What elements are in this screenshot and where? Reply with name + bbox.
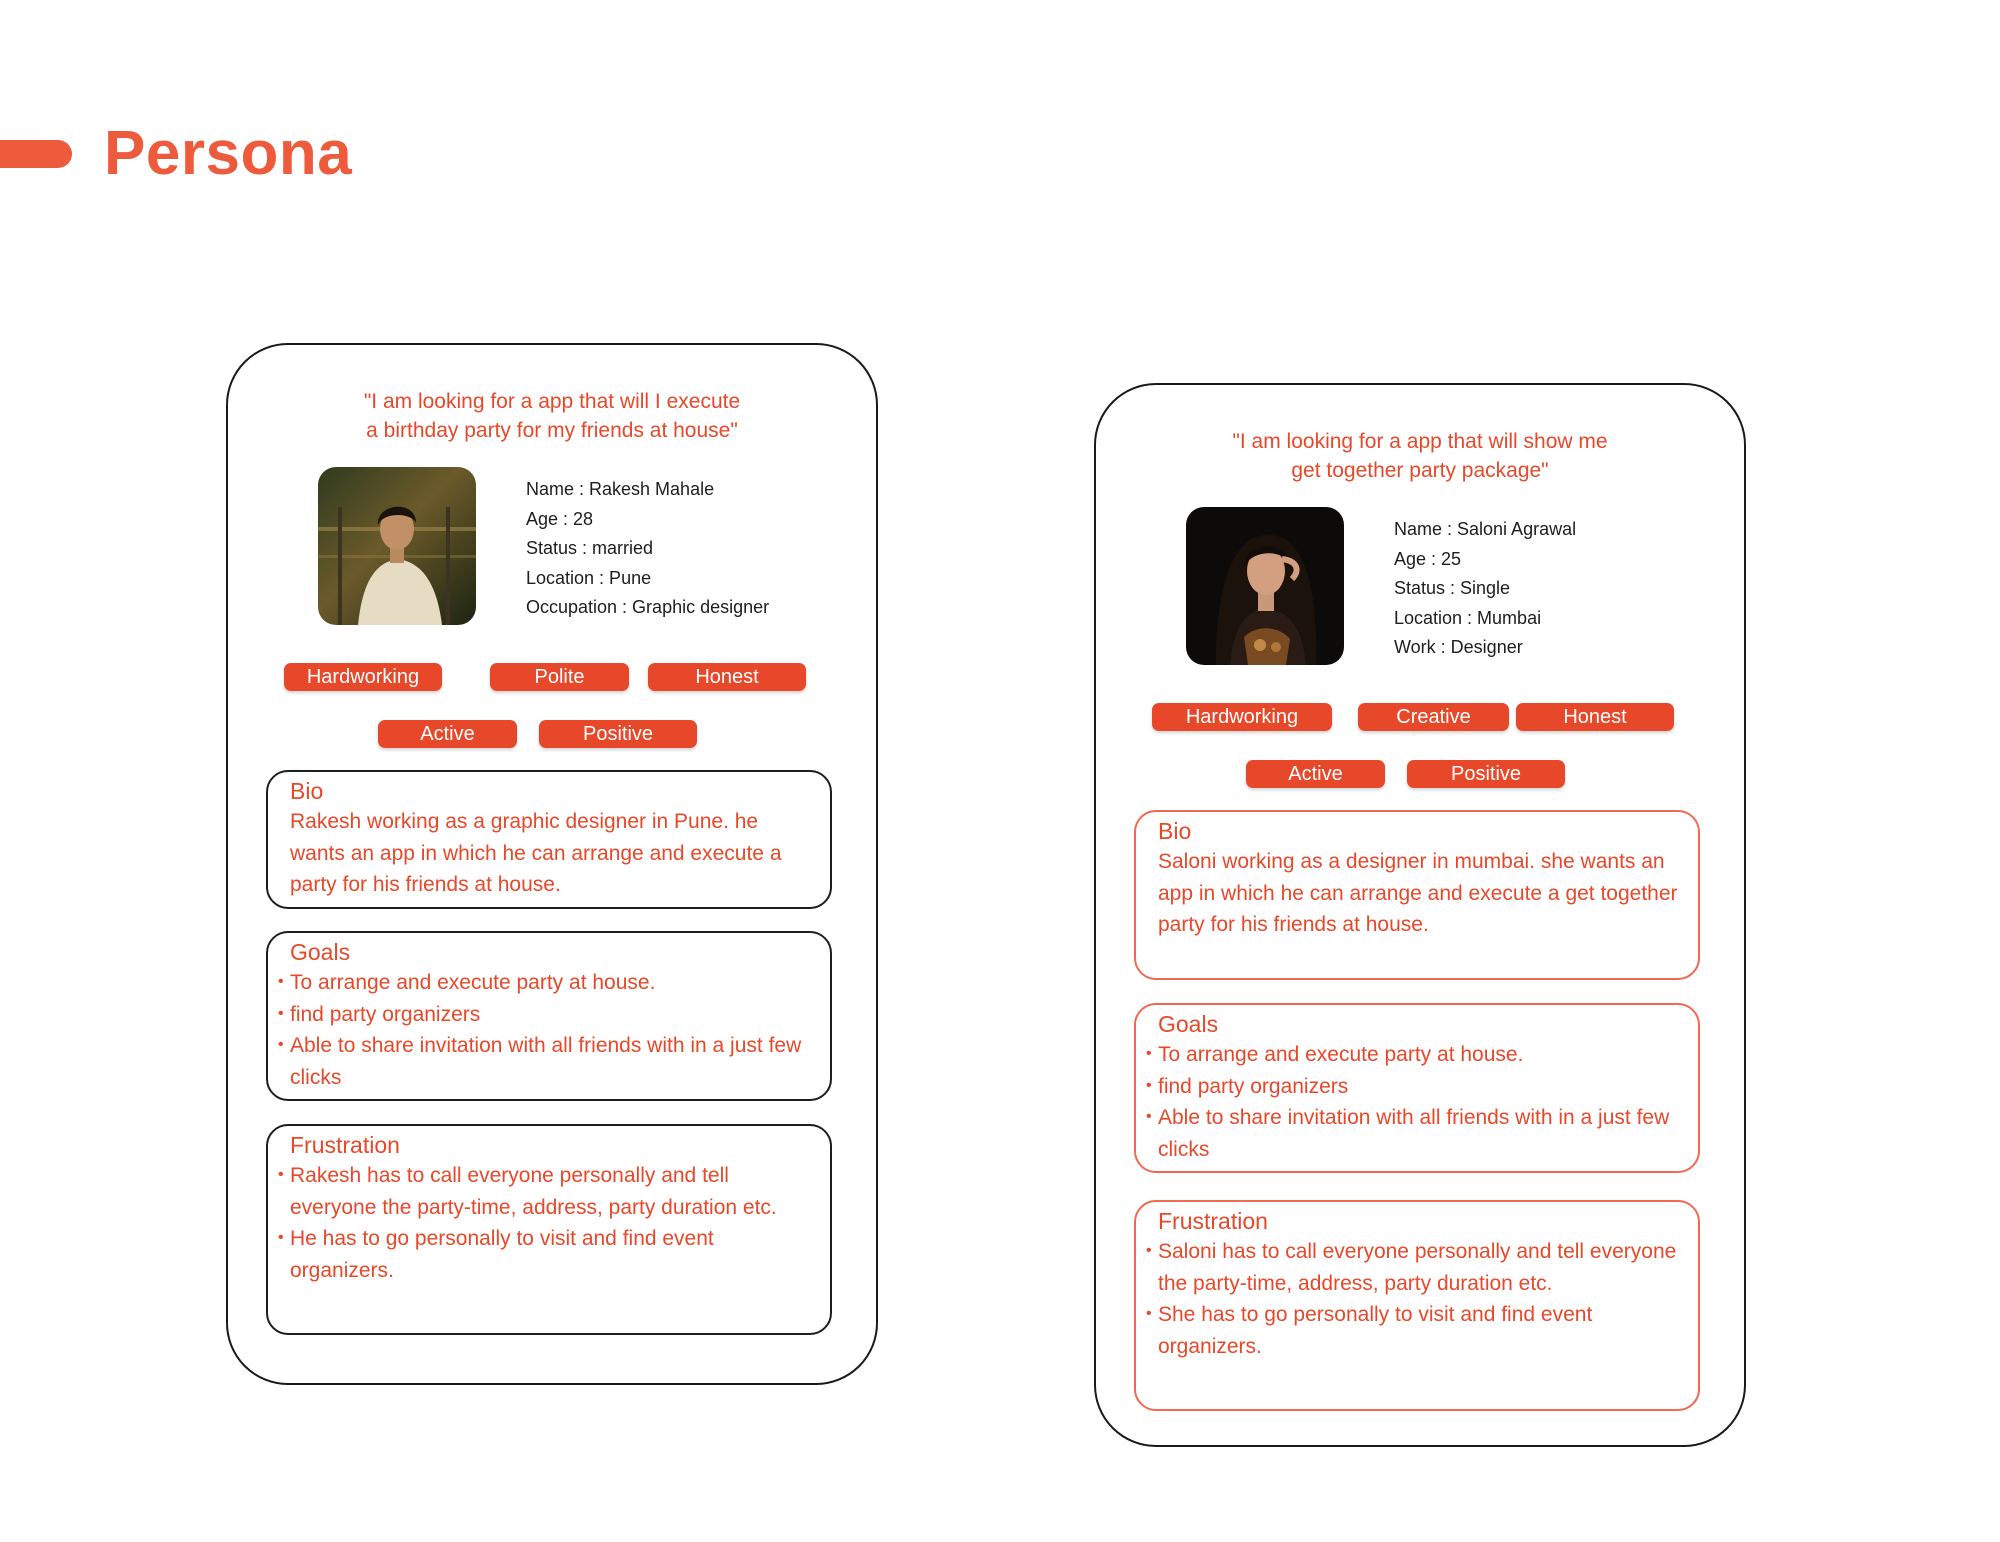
info-status: Status : Single xyxy=(1394,578,1511,598)
frustration-list xyxy=(1158,1236,1698,1362)
trait-tags-row-1 xyxy=(1096,703,1744,733)
avatar-photo xyxy=(1186,507,1344,665)
info-occupation: Occupation : Graphic designer xyxy=(526,597,770,617)
avatar-photo xyxy=(318,467,476,625)
goal-item: • To arrange and execute party at house. xyxy=(290,967,812,999)
info-location: Location : Mumbai xyxy=(1394,607,1542,628)
tag-polite: Polite xyxy=(490,663,629,691)
info-age: Age : 25 xyxy=(1394,548,1462,569)
tag-hardworking: Hardworking xyxy=(284,663,442,691)
bio-section xyxy=(266,770,832,909)
persona-info xyxy=(526,475,769,623)
tag-honest: Honest xyxy=(648,663,806,691)
info-work: Work : Designer xyxy=(1394,637,1523,657)
frustration-title: Frustration xyxy=(1158,1208,1268,1234)
tag-active: Active xyxy=(378,720,517,748)
title-accent-bar xyxy=(0,140,72,168)
goals-section xyxy=(1134,1003,1700,1173)
trait-tags-row-2 xyxy=(228,720,876,750)
frustration-title: Frustration xyxy=(290,1132,400,1158)
tag-positive: Positive xyxy=(1407,760,1565,788)
goals-title: Goals xyxy=(290,939,351,965)
bio-section xyxy=(1134,810,1700,980)
goal-item: • find party organizers xyxy=(290,999,812,1031)
tag-creative: Creative xyxy=(1358,703,1509,731)
frustration-item: • She has to go personally to visit and find event organizers. xyxy=(1158,1299,1680,1362)
frustration-section xyxy=(266,1124,832,1335)
persona-quote: "I am looking for a app that will show me get together party package" xyxy=(1232,430,1608,482)
goals-section xyxy=(266,931,832,1101)
frustration-item: • Saloni has to call everyone personally and tell everyone the party-time, address, party duration etc. xyxy=(1158,1236,1680,1299)
tag-hardworking: Hardworking xyxy=(1152,703,1332,731)
persona-card-saloni xyxy=(1094,383,1746,1447)
bio-text: Rakesh working as a graphic designer in Pune. he wants an app in which he can arrange and execute a party for his friends at house. xyxy=(290,810,782,896)
frustration-item: • Rakesh has to call everyone personally and tell everyone the party-time, address, party duration etc. xyxy=(290,1160,812,1223)
goals-title: Goals xyxy=(1158,1011,1219,1037)
tag-honest: Honest xyxy=(1516,703,1674,731)
persona-quote: "I am looking for a app that will I execute a birthday party for my friends at house" xyxy=(363,390,741,442)
frustration-section xyxy=(1134,1200,1700,1411)
goal-item: • To arrange and execute party at house. xyxy=(1158,1039,1680,1071)
info-name: Name : Saloni Agrawal xyxy=(1394,519,1577,539)
persona-card-rakesh xyxy=(226,343,878,1385)
frustration-list xyxy=(290,1160,830,1286)
trait-tags-row-1 xyxy=(228,663,876,693)
persona-info xyxy=(1394,515,1576,663)
info-name: Name : Rakesh Mahale xyxy=(526,479,715,499)
bio-title: Bio xyxy=(1158,818,1192,844)
trait-tags-row-2 xyxy=(1096,760,1744,790)
goal-item: • find party organizers xyxy=(1158,1071,1680,1103)
goals-list xyxy=(1158,1039,1698,1165)
bio-text: Saloni working as a designer in mumbai. she wants an app in which he can arrange and execute a get together party for his friends at house. xyxy=(1158,850,1678,936)
info-status: Status : married xyxy=(526,538,654,558)
goals-list xyxy=(290,967,830,1093)
tag-active: Active xyxy=(1246,760,1385,788)
info-age: Age : 28 xyxy=(526,508,594,529)
person-photo-icon xyxy=(1186,507,1344,665)
tag-positive: Positive xyxy=(539,720,697,748)
goal-item: • Able to share invitation with all friends with in a just few clicks xyxy=(290,1030,812,1093)
goal-item: • Able to share invitation with all friends with in a just few clicks xyxy=(1158,1102,1680,1165)
page-title: Persona xyxy=(104,119,353,188)
frustration-item: • He has to go personally to visit and find event organizers. xyxy=(290,1223,812,1286)
person-photo-icon xyxy=(318,467,476,625)
info-location: Location : Pune xyxy=(526,567,652,588)
bio-title: Bio xyxy=(290,778,324,804)
